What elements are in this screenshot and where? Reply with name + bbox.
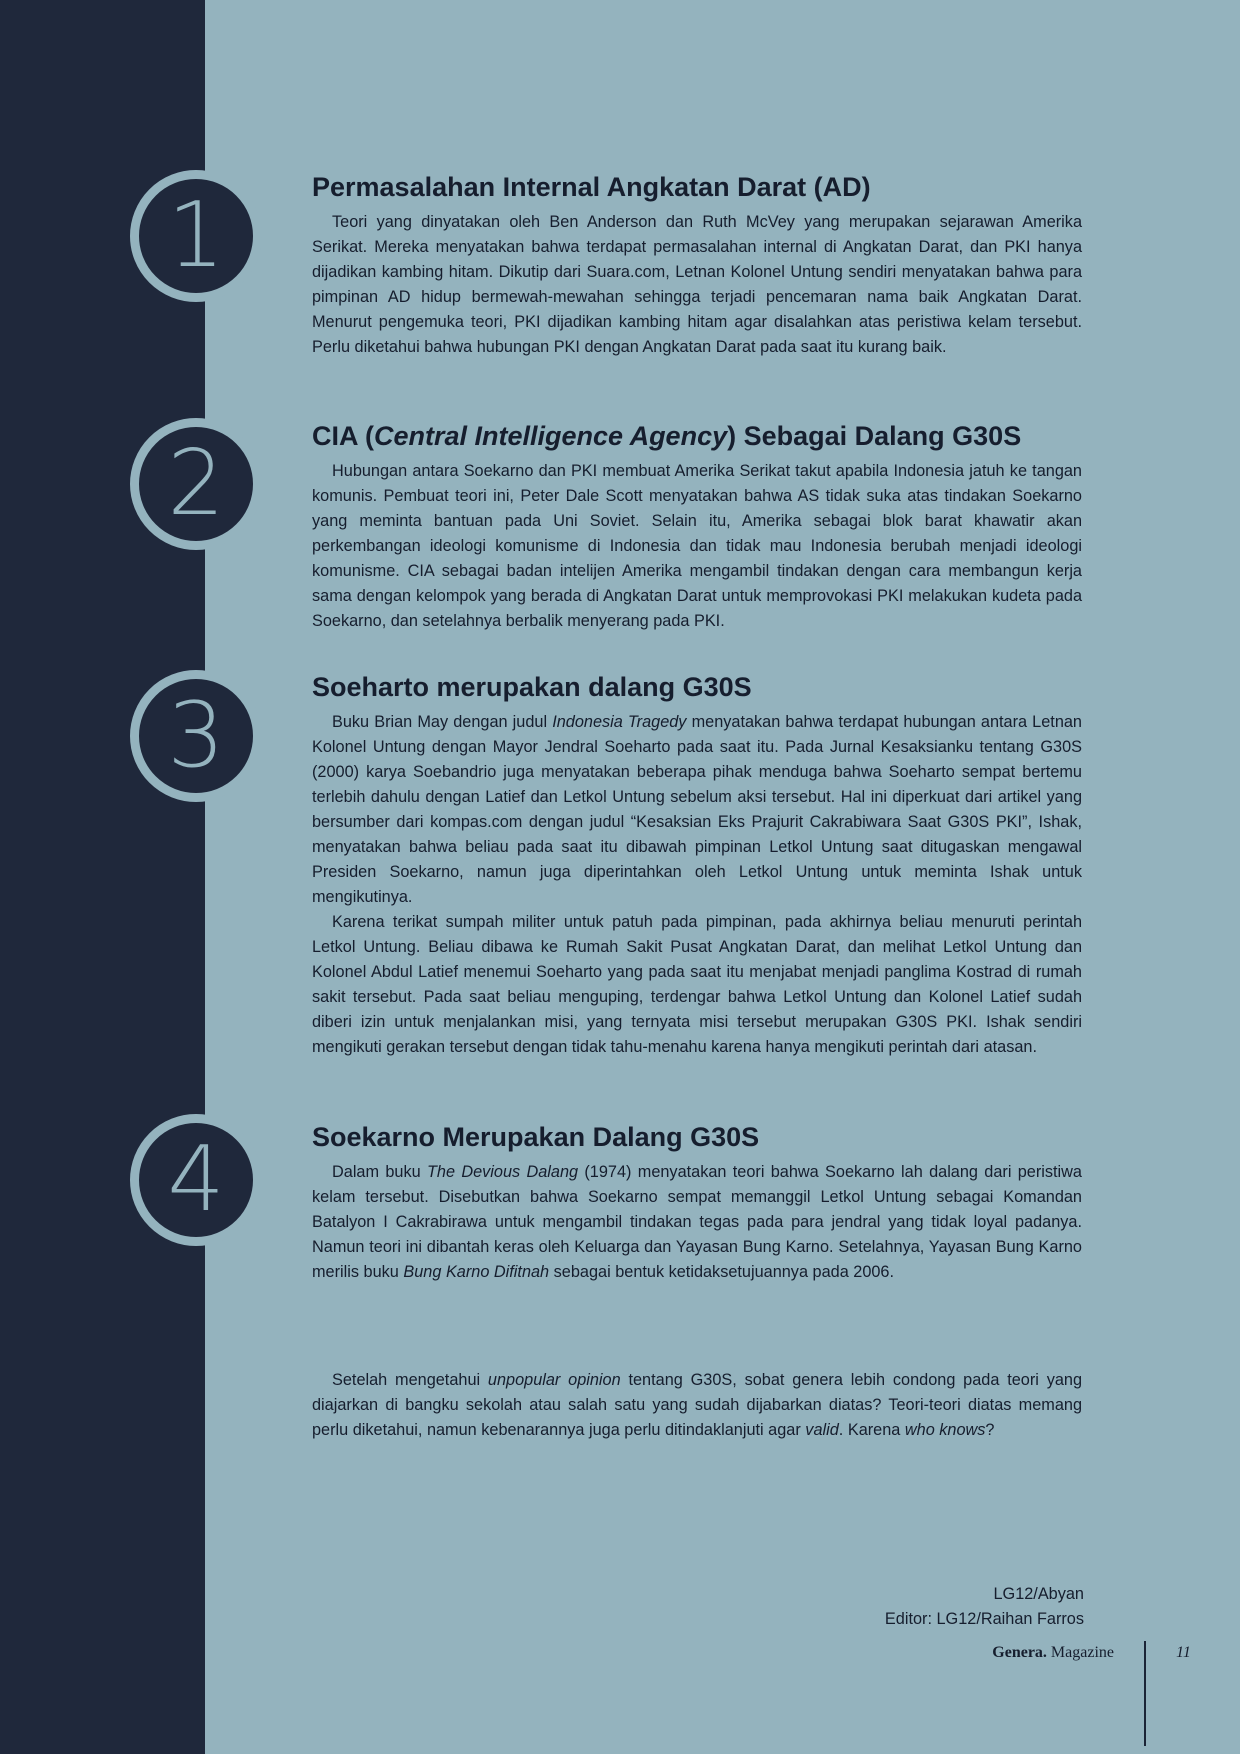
section-number: 1	[167, 183, 225, 288]
author-credit: LG12/Abyan	[993, 1585, 1084, 1603]
section-number-badge	[130, 670, 262, 802]
book-title: Indonesia Tragedy	[552, 713, 687, 731]
text-italic: valid	[805, 1421, 839, 1439]
text-run: Dalam buku	[332, 1163, 427, 1181]
section-number: 3	[167, 683, 225, 788]
text-run: Buku Brian May dengan judul	[332, 713, 553, 731]
section-paragraph	[312, 1160, 1082, 1285]
section-title: Permasalahan Internal Angkatan Darat (AD)	[312, 172, 871, 202]
editor-credit: Editor: LG12/Raihan Farros	[884, 1610, 1084, 1628]
credits	[885, 1582, 1084, 1632]
footer-divider	[1144, 1641, 1146, 1746]
title-prefix: CIA (	[312, 421, 374, 451]
section-paragraph: Karena terikat sumpah militer untuk patuh pada pimpinan, pada akhirnya beliau menuruti perintah Letkol Untung. Beliau dibawa ke Rumah Sakit Pusat Angkatan Darat, dan melihat Letkol Untung dan Kolonel Abdul Latief menemui Soeharto yang pada saat itu menjabat menjadi panglima Kostrad di rumah sakit tersebut. Pada saat beliau menguping, terdengar bahwa Letkol Untung dan Kolonel Latief sudah diberi izin untuk menjalankan misi, yang ternyata misi tersebut merupakan G30S PKI. Ishak sendiri mengikuti gerakan tersebut dengan tidak tahu-menahu karena hanya mengikuti perintah dari atasan.	[312, 913, 1082, 1056]
section-number-badge	[130, 170, 262, 302]
section-soeharto	[312, 670, 1082, 1060]
title-suffix: ) Sebagai Dalang G30S	[727, 421, 1022, 451]
section-paragraph: Teori yang dinyatakan oleh Ben Anderson dan Ruth McVey yang merupakan sejarawan Amerika Serikat. Mereka menyatakan bahwa terdapat permasalahan internal di Angkatan Darat, dan PKI hanya dijadikan kambing hitam. Dikutip dari Suara.com, Letnan Kolonel Untung sendiri menyatakan bahwa para pimpinan AD hidup bermewah-mewahan sehingga terjadi pencemaran nama baik Angkatan Darat. Menurut pengemuka teori, PKI dijadikan kambing hitam agar disalahkan atas peristiwa kelam tersebut. Perlu diketahui bahwa hubungan PKI dengan Angkatan Darat pada saat itu kurang baik.	[312, 213, 1082, 356]
text-run: sebagai bentuk ketidaksetujuannya pada 2006.	[549, 1263, 895, 1281]
closing-paragraph	[312, 1368, 1082, 1443]
section-number: 2	[167, 431, 225, 536]
section-soekarno	[312, 1120, 1082, 1285]
text-run: tentang G30S, sobat genera lebih condong pada teori yang diajarkan di bangku sekolah atau salah satu yang sudah dijabarkan diatas? Teori-teori diatas memang perlu diketahui, namun kebenarannya juga perlu ditindaklanjuti agar	[312, 1371, 1082, 1439]
text-run: ?	[985, 1421, 995, 1439]
magazine-brand	[992, 1644, 1114, 1662]
text-run: Setelah mengetahui	[332, 1371, 488, 1389]
title-italic: Central Intelligence Agency	[374, 421, 728, 451]
section-number: 4	[167, 1127, 225, 1232]
section-cia	[312, 419, 1082, 634]
section-title	[312, 419, 1082, 453]
text-italic: unpopular opinion	[487, 1371, 621, 1389]
text-run: menyatakan bahwa terdapat hubungan antara Letnan Kolonel Untung dengan Mayor Jendral Soeharto pada saat itu. Pada Jurnal Kesaksianku tentang G30S (2000) karya Soebandrio juga menyatakan beberapa pihak menduga bahwa Soeharto sempat bertemu terlebih dahulu dengan Latief dan Letkol Untung sebelum aksi tersebut. Hal ini diperkuat dari artikel yang bersumber dari kompas.com dengan judul “Kesaksian Eks Prajurit Cakrabiwara Saat G30S PKI”, Ishak, menyatakan bahwa beliau pada saat itu dibawah pimpinan Letkol Untung saat ditugaskan mengawal Presiden Soekarno, namun juga diperintahkan oleh Letkol Untung untuk meminta Ishak untuk mengikutinya.	[312, 713, 1082, 906]
text-italic: who knows	[904, 1421, 986, 1439]
section-title: Soeharto merupakan dalang G30S	[312, 672, 752, 702]
book-title: The Devious Dalang	[426, 1163, 579, 1181]
section-title: Soekarno Merupakan Dalang G30S	[312, 1122, 760, 1152]
section-internal-ad	[312, 170, 1082, 360]
section-number-badge	[130, 1114, 262, 1246]
section-paragraph: Hubungan antara Soekarno dan PKI membuat Amerika Serikat takut apabila Indonesia jatuh ke tangan komunis. Pembuat teori ini, Peter Dale Scott menyatakan bahwa AS tidak suka atas tindakan Soekarno yang meminta bantuan pada Uni Soviet. Selain itu, Amerika sebagai blok barat khawatir akan perkembangan ideologi komunisme di Indonesia dan tidak mau Indonesia berubah menjadi ideologi komunisme. CIA sebagai badan intelijen Amerika mengambil tindakan dengan cara membangun kerja sama dengan kelompok yang berada di Angkatan Darat untuk memprovokasi PKI melakukan kudeta pada Soekarno, dan setelahnya berbalik menyerang pada PKI.	[312, 462, 1082, 630]
book-title: Bung Karno Difitnah	[403, 1263, 550, 1281]
text-run: (1974) menyatakan teori bahwa Soekarno lah dalang dari peristiwa kelam tersebut. Disebutkan bahwa Soekarno sempat memanggil Letkol Untung sebagai Komandan Batalyon I Cakrabirawa untuk mengambil tindakan tegas pada para jendral yang tidak loyal padanya. Namun teori ini dibantah keras oleh Keluarga dan Yayasan Bung Karno. Setelahnya, Yayasan Bung Karno merilis buku	[312, 1163, 1082, 1281]
page-number: 11	[1176, 1644, 1191, 1661]
brand-suffix: Magazine	[1046, 1644, 1114, 1661]
brand-name: Genera.	[992, 1644, 1047, 1661]
section-paragraph	[312, 710, 1082, 910]
text-run: . Karena	[838, 1421, 905, 1439]
section-number-badge	[130, 418, 262, 550]
